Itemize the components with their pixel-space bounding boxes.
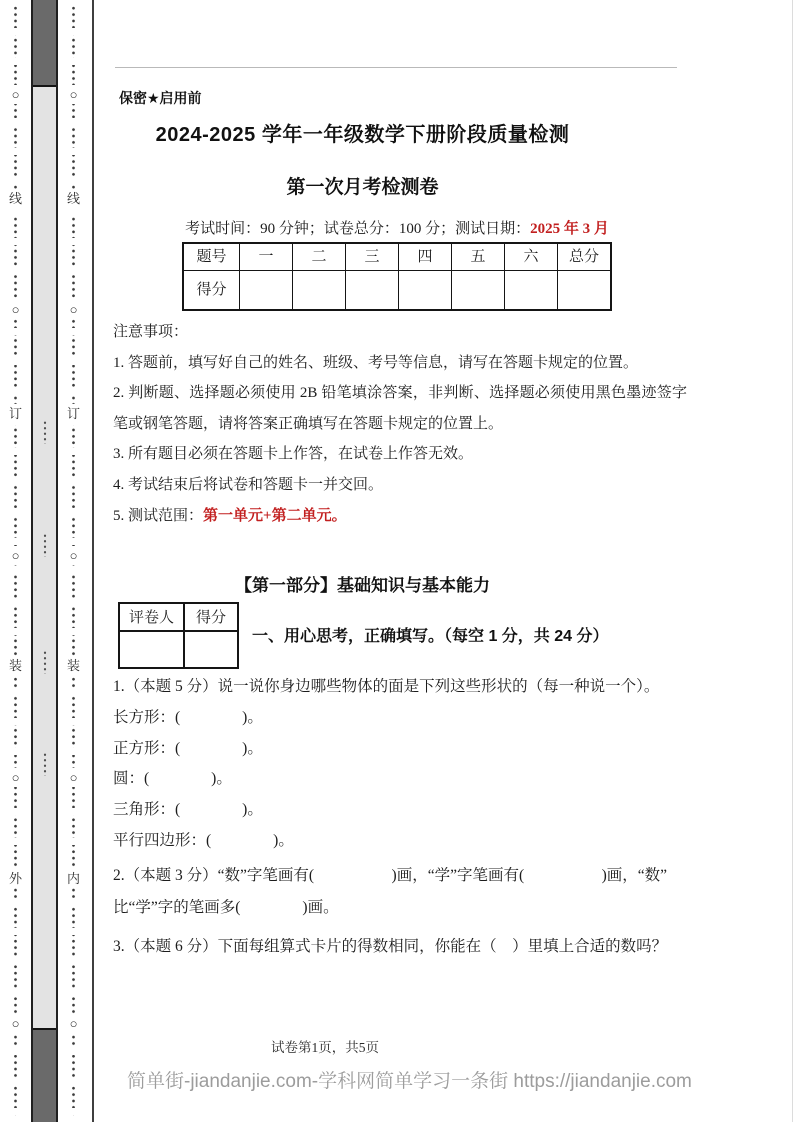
score-table [182, 242, 612, 311]
score-cell [504, 271, 557, 309]
question-1 [113, 672, 691, 857]
notice-item: 1. 答题前，填写好自己的姓名、班级、考号等信息，请写在答题卡规定的位置。 [113, 354, 639, 371]
part-one-title: 【第一部分】基础知识与基本能力 [235, 576, 490, 595]
binding-char: 装 [67, 658, 81, 673]
site-watermark: 简单街-jiandanjie.com-学科网简单学习一条街 https://jiandanjie.com [127, 1071, 692, 1092]
notice-item: 4. 考试结束后将试卷和答题卡一并交回。 [113, 476, 384, 493]
binding-circle: ○ [9, 768, 22, 787]
binding-bar-bottom-cap [33, 1028, 56, 1122]
question-1-blank-line: 平行四边形：( )。 [113, 831, 294, 849]
grader-cell [120, 632, 185, 667]
binding-char: 线 [9, 191, 23, 206]
question-2-line: 比“学”字的笔画多( )画。 [113, 898, 339, 916]
binding-char: 订 [9, 406, 23, 421]
notice-item: 2. 判断题、选择题必须使用 2B 铅笔填涂答案，非判断、选择题必须使用黑色墨迹签字笔或钢笔答题，请将答案正确填写在答题卡规定的位置上。 [113, 385, 687, 432]
question-3: 3.（本题 6 分）下面每组算式卡片的得数相同，你能在（ ）里填上合适的数吗？ [113, 938, 668, 955]
score-table-header-row [184, 244, 610, 270]
question-2 [113, 860, 691, 924]
binding-circle: ○ [9, 546, 22, 565]
binding-bar-top-cap [33, 0, 56, 87]
binding-char: 装 [9, 658, 23, 673]
score-cell [451, 271, 504, 309]
notice-section [113, 317, 687, 531]
binding-circle: ○ [9, 85, 22, 104]
score-table-column-header: 总分 [557, 244, 610, 270]
page-number-info: 试卷第1页，共5页 [271, 1040, 379, 1055]
question-2-line: 2.（本题 3 分）“数”字笔画有( )画，“学”字笔画有( )画，“数” [113, 867, 668, 884]
score-cell [292, 271, 345, 309]
section-one-heading: 一、用心思考，正确填写。（每空 1 分，共 24 分） [252, 628, 609, 645]
question-1-blank-line: 三角形：( )。 [113, 801, 263, 819]
score-row-label: 得分 [196, 282, 227, 298]
binding-bar-mark [43, 752, 46, 776]
confidential-label: 保密★启用前 [119, 90, 202, 106]
binding-circle: ○ [67, 546, 80, 565]
exam-subtitle: 第一次月考检测卷 [286, 177, 439, 198]
binding-char: 订 [67, 406, 81, 421]
notice-scope-prefix: 5. 测试范围： [113, 507, 204, 524]
grader-cell [185, 632, 237, 667]
grader-table-header-row [120, 604, 237, 632]
binding-circle: ○ [67, 85, 80, 104]
question-1-blank-line: 长方形：( )。 [113, 708, 263, 726]
notice-title: 注意事项： [113, 324, 189, 340]
grader-label: 评卷人 [120, 604, 185, 630]
binding-char: 外 [9, 871, 23, 886]
score-table-column-header: 六 [504, 244, 557, 270]
binding-line-inner [67, 5, 80, 1117]
exam-info-line [178, 217, 616, 238]
notice-item: 3. 所有题目必须在答题卡上作答，在试卷上作答无效。 [113, 446, 474, 463]
exam-info-text: 考试时间：90 分钟；试卷总分：100 分；测试日期： [185, 221, 531, 237]
score-cell [557, 271, 610, 309]
grader-score-label: 得分 [195, 610, 226, 626]
question-1-blank-line: 正方形：( )。 [113, 739, 263, 757]
notice-scope-range: 第一单元+第二单元。 [203, 507, 347, 524]
exam-title: 2024-2025 学年一年级数学下册阶段质量检测 [155, 124, 570, 146]
score-cell [398, 271, 451, 309]
header-divider [115, 67, 677, 68]
score-cell [345, 271, 398, 309]
question-1-text: 1.（本题 5 分）说一说你身边哪些物体的面是下列这些形状的（每一种说一个）。 [113, 678, 660, 695]
binding-bar-mark [43, 533, 46, 557]
score-table-corner-label: 题号 [196, 249, 227, 265]
notice-list [113, 348, 687, 501]
grader-score-table [118, 602, 239, 669]
margin-rule [92, 0, 94, 1122]
binding-char: 线 [67, 191, 81, 206]
question-1-blank-line: 圆：( )。 [113, 770, 232, 788]
score-cell [239, 271, 292, 309]
binding-char: 内 [67, 871, 81, 886]
score-table-column-header: 四 [398, 244, 451, 270]
grader-table-empty-row [120, 632, 237, 667]
score-table-column-header: 二 [292, 244, 345, 270]
binding-bar [31, 0, 58, 1122]
binding-bar-mark [43, 420, 46, 444]
score-table-column-header: 三 [345, 244, 398, 270]
binding-circle: ○ [67, 300, 80, 319]
exam-date: 2025 年 3 月 [530, 221, 609, 237]
notice-item-scope [113, 501, 687, 532]
binding-circle: ○ [67, 1014, 80, 1033]
binding-line-outer [9, 5, 22, 1117]
binding-circle: ○ [9, 300, 22, 319]
binding-bar-mark [43, 650, 46, 674]
score-table-score-row [184, 270, 610, 309]
score-table-column-header: 一 [239, 244, 292, 270]
binding-circle: ○ [9, 1014, 22, 1033]
binding-circle: ○ [67, 768, 80, 787]
score-table-column-header: 五 [451, 244, 504, 270]
